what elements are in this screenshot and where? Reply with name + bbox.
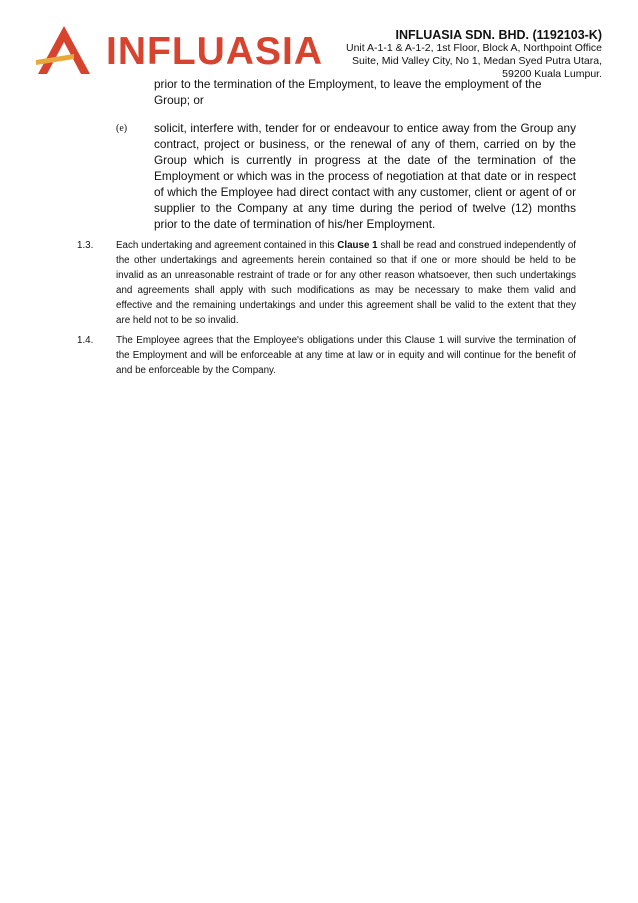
company-name: INFLUASIA SDN. BHD. (1192103-K) (395, 28, 602, 42)
logo-wordmark: INFLUASIA (106, 30, 323, 73)
clause-text: shall be read and construed independently of the other undertakings and agreements herein contained so that if one or more should be held to be invalid as an unreasonable restraint of trade or for any other reason whatsoever, then such undertakings and agreements shall apply with such modifications as may be necessary to make them valid and effective and the remaining undertakings and under this agreement shall be valid to the extent that they are held not to be so invalid. (116, 240, 576, 326)
clause-number: 1.3. (77, 240, 94, 251)
item-e-paragraph: solicit, interfere with, tender for or endeavour to entice away from the Group any contract, project or business, or the renewal of any of them, carried on by the Group which is currently in progress at the date of the termination of the Employment or which was in the process of negotiation at that date or in respect of which the Employee had direct contact with any customer, client or agent of or supplier to the Company at any time during the period of twelve (12) months prior to the date of termination of his/her Employment. (154, 121, 576, 231)
address-line: Unit A-1-1 & A-1-2, 1st Floor, Block A, Northpoint Office (345, 42, 602, 54)
company-logo (34, 24, 324, 76)
clause-number: 1.4. (77, 335, 94, 346)
clause-1-4-paragraph: The Employee agrees that the Employee's obligations under this Clause 1 will survive the termination of the Employment and will be enforceable at any time at law or in equity and will continue for the benefit of and be enforceable by the Company. (116, 335, 576, 376)
clause-text: Each undertaking and agreement contained in this (116, 240, 338, 251)
continuation-paragraph: prior to the termination of the Employment, to leave the employment of the Group; or (154, 77, 542, 107)
address-line: 59200 Kuala Lumpur. (502, 68, 602, 80)
company-info (302, 28, 602, 81)
clause-1-3-paragraph (116, 238, 576, 328)
clause-reference: Clause 1 (337, 240, 378, 251)
logo-mark-icon (34, 24, 98, 76)
item-marker: (e) (116, 123, 128, 134)
address-line: Suite, Mid Valley City, No 1, Medan Syed Putra Utara, (352, 55, 602, 67)
